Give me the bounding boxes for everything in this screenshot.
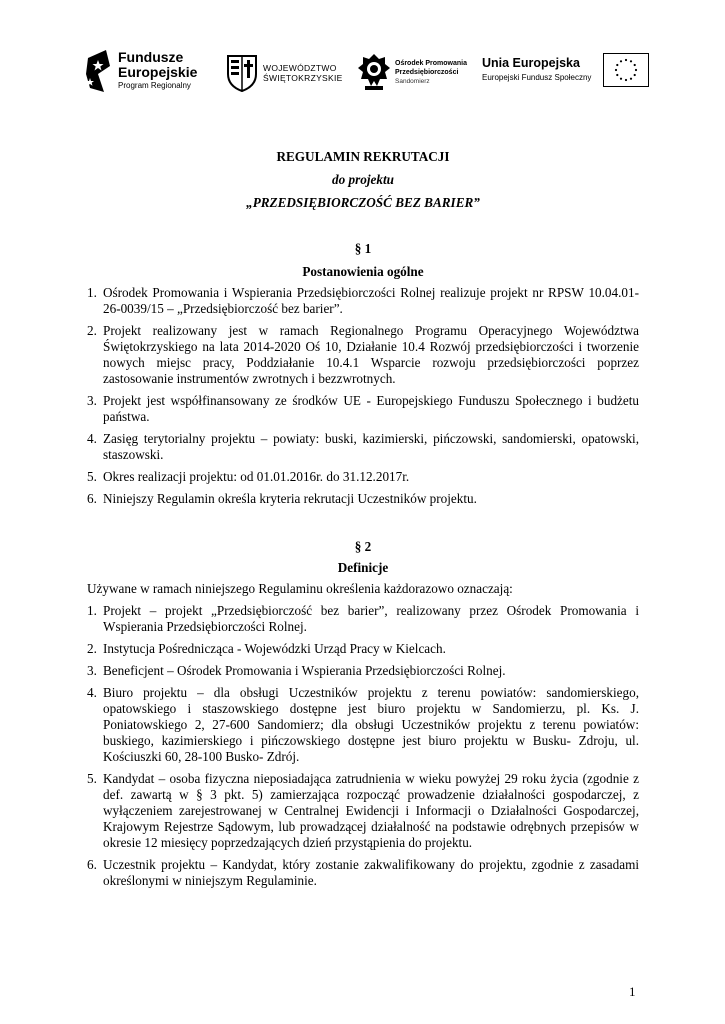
- list-item-text: Beneficjent – Ośrodek Promowania i Wspierania Przedsiębiorczości Rolnej.: [103, 663, 506, 678]
- fe-line2: Europejskie: [118, 64, 198, 80]
- logo-osrodek-promowania: [357, 52, 467, 92]
- section2-intro: Używane w ramach niniejszego Regulaminu określenia każdorazowo oznaczają:: [87, 581, 513, 596]
- osrodek-emblem-icon: [357, 52, 391, 92]
- list-item: 5. Kandydat – osoba fizyczna nieposiadająca zatrudnienia w wieku powyżej 29 roku życia (zgodnie z def. zawartą w § 3 pkt. 5) zamierzająca rozpocząć prowadzenie działalności gospodarczej, z wyłączeniem zarejestrowanej w Centralnej Ewidencji i Informacji o Działalności Gospodarczej, Krajowym Rejestrze Sądowym, lub prowadzącej działalność na podstawie odrębnych przepisów w okresie 12 miesięcy poprzedzających dzień przystąpienia do projektu.: [87, 771, 639, 850]
- project-name: „PRZEDSIĘBIORCZOŚĆ BEZ BARIER”: [246, 195, 480, 210]
- section1-number: § 1: [354, 241, 372, 256]
- list-item-text: Ośrodek Promowania i Wspierania Przedsiębiorczości Rolnej realizuje projekt nr RPSW 10.04.01-26-0039/15 – „Przedsiębiorczość bez barier”.: [103, 285, 639, 316]
- section1-list: [87, 285, 639, 513]
- fe-line1: Fundusze: [118, 49, 184, 65]
- list-item: 4. Biuro projektu – dla obsługi Uczestników projektu z terenu powiatów: sandomierskiego, opatowskiego i staszowskiego dostępne jest biuro projektu w Sandomierzu, pl. Ks. J. Poniatowskiego 2, 27-600 Sandomierz; dla obsługi Uczestników projektu z terenu powiatów: buskiego, kazimierskiego i pińczowskiego dostępne jest biuro projektu w Busku- Zdroju, ul. Kościuszki 60, 28-100 Busko- Zdrój.: [87, 685, 639, 764]
- list-item-text: Zasięg terytorialny projektu – powiaty: buski, kazimierski, pińczowski, sandomierski, opatowski, staszowski.: [103, 431, 639, 462]
- section2-heading: Definicje: [337, 560, 389, 575]
- list-item: 2. Projekt realizowany jest w ramach Regionalnego Programu Operacyjnego Województwa Świętokrzyskiego na lata 2014-2020 Oś 10, Działanie 10.4 Rozwój przedsiębiorczości i tworzenie nowych miejsc pracy, Poddziałanie 10.4.1 Wsparcie rozwoju przedsiębiorczości poprzez zastosowanie instrumentów zwrotnych i bezzwrotnych.: [87, 323, 639, 386]
- list-item: 6. Uczestnik projektu – Kandydat, który zostanie zakwalifikowany do projektu, zgodnie z zasadami określonymi w niniejszym Regulaminie.: [87, 857, 639, 888]
- list-item-text: Projekt realizowany jest w ramach Regionalnego Programu Operacyjnego Województwa Świętokrzyskiego na lata 2014-2020 Oś 10, Działanie 10.4 Rozwój przedsiębiorczości i tworzenie nowych miejsc pracy, Poddziałanie 10.4.1 Wsparcie rozwoju przedsiębiorczości poprzez zastosowanie instrumentów zwrotnych i bezzwrotnych.: [103, 323, 639, 386]
- fe-emblem-icon: [84, 48, 114, 94]
- list-item: 2. Instytucja Pośrednicząca - Wojewódzki Urząd Pracy w Kielcach.: [87, 641, 446, 656]
- document-title: REGULAMIN REKRUTACJI: [276, 149, 450, 164]
- coat-of-arms-icon: [226, 54, 258, 92]
- eu-flag-icon: [603, 53, 649, 87]
- logo-fundusze-europejskie: [84, 48, 197, 94]
- page-number: 1: [629, 984, 636, 999]
- list-item-text: Uczestnik projektu – Kandydat, który zostanie zakwalifikowany do projektu, zgodnie z zasadami określonymi w niniejszym Regulaminie.: [103, 857, 639, 888]
- list-item-text: Projekt jest współfinansowany ze środków UE - Europejskiego Funduszu Społecznego i budżetu państwa.: [103, 393, 639, 424]
- list-item-text: Biuro projektu – dla obsługi Uczestników projektu z terenu powiatów: sandomierskiego, opatowskiego i staszowskiego dostępne jest biuro projektu w Sandomierzu, pl. Ks. J. Poniatowskiego 2, 27-600 Sandomierz; dla obsługi Uczestników projektu z terenu powiatów: buskiego, kazimierskiego i pińczowskiego dostępne jest biuro projektu w Busku- Zdroju, ul. Kościuszki 60, 28-100 Busko- Zdrój.: [103, 685, 639, 764]
- ue-line2: Europejski Fundusz Społeczny: [482, 72, 592, 82]
- list-item: 3. Projekt jest współfinansowany ze środków UE - Europejskiego Funduszu Społecznego i budżetu państwa.: [87, 393, 639, 424]
- logo-wojewodztwo: [226, 54, 343, 92]
- list-item: 6. Niniejszy Regulamin określa kryteria rekrutacji Uczestników projektu.: [87, 491, 477, 506]
- list-item-text: Okres realizacji projektu: od 01.01.2016r. do 31.12.2017r.: [103, 469, 410, 484]
- list-item-text: Instytucja Pośrednicząca - Wojewódzki Urząd Pracy w Kielcach.: [103, 641, 446, 656]
- section1-heading: Postanowienia ogólne: [302, 264, 424, 279]
- section2-list: [87, 603, 639, 895]
- woj-line2: ŚWIĘTOKRZYSKIE: [263, 73, 343, 83]
- list-item-text: Projekt – projekt „Przedsiębiorczość bez barier”, realizowany przez Ośrodek Promowania i Wspierania Przedsiębiorczości Rolnej.: [103, 603, 639, 634]
- list-item: 1. Ośrodek Promowania i Wspierania Przedsiębiorczości Rolnej realizuje projekt nr RPSW 10.04.01-26-0039/15 – „Przedsiębiorczość bez barier”.: [87, 285, 639, 316]
- list-item: 3. Beneficjent – Ośrodek Promowania i Wspierania Przedsiębiorczości Rolnej.: [87, 663, 506, 678]
- list-item: 5. Okres realizacji projektu: od 01.01.2016r. do 31.12.2017r.: [87, 469, 410, 484]
- logo-unia-europejska: [482, 53, 649, 87]
- opw-line3: Sandomierz: [395, 77, 430, 85]
- opw-line2: Przedsiębiorczości: [395, 68, 459, 76]
- list-item-text: Niniejszy Regulamin określa kryteria rekrutacji Uczestników projektu.: [103, 491, 477, 506]
- list-item: 4. Zasięg terytorialny projektu – powiaty: buski, kazimierski, pińczowski, sandomierski, opatowski, staszowski.: [87, 431, 639, 462]
- list-item: 1. Projekt – projekt „Przedsiębiorczość bez barier”, realizowany przez Ośrodek Promowania i Wspierania Przedsiębiorczości Rolnej.: [87, 603, 639, 634]
- logo-bar: [0, 0, 725, 110]
- ue-line1: Unia Europejska: [482, 55, 580, 70]
- woj-line1: WOJEWÓDZTWO: [263, 63, 337, 73]
- section2-number: § 2: [354, 539, 372, 554]
- document-subtitle: do projektu: [332, 172, 394, 187]
- opw-line1: Ośrodek Promowania: [395, 59, 467, 67]
- fe-line3: Program Regionalny: [118, 81, 191, 90]
- list-item-text: Kandydat – osoba fizyczna nieposiadająca zatrudnienia w wieku powyżej 29 roku życia (zgodnie z def. zawartą w § 3 pkt. 5) zamierzająca rozpocząć prowadzenie działalności gospodarczej, z wyłączeniem zarejestrowanej w Centralnej Ewidencji i Informacji o Działalności Gospodarczej, Krajowym Rejestrze Sądowym, lub prowadzącej działalność na podstawie odrębnych przepisów w okresie 12 miesięcy poprzedzających dzień przystąpienia do projektu.: [103, 771, 639, 850]
